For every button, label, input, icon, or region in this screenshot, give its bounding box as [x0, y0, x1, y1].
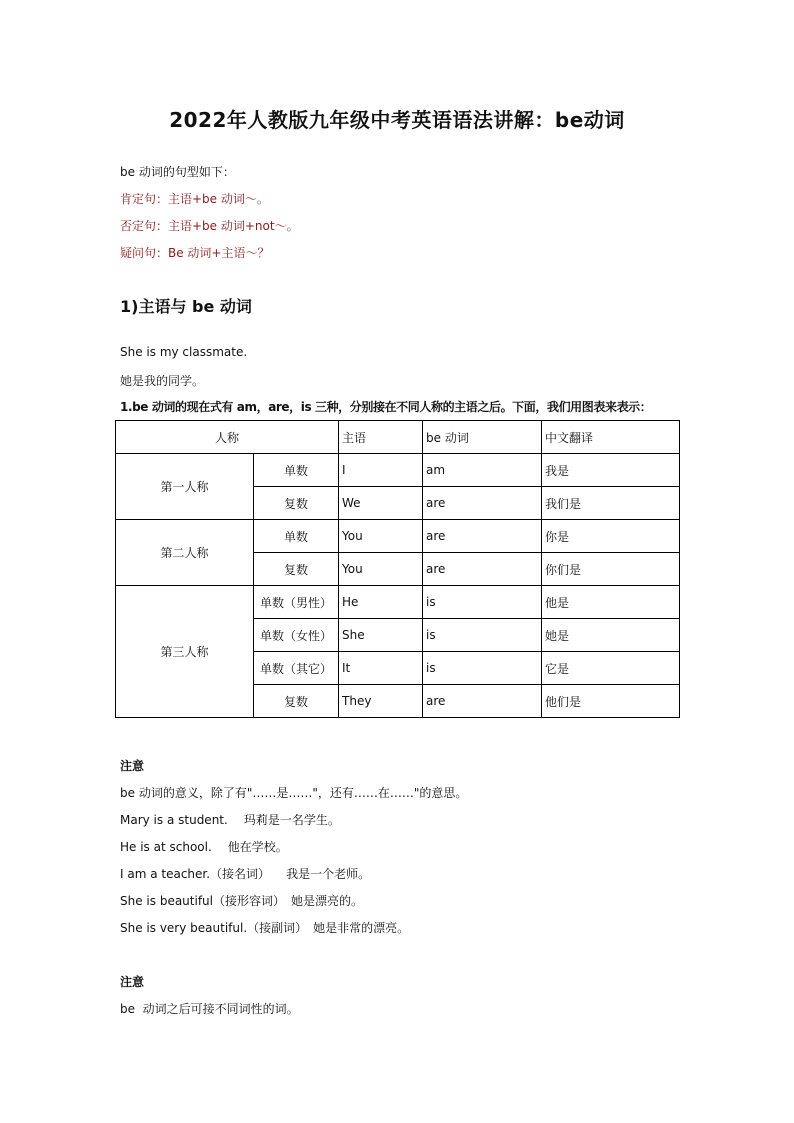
header-person: 人称 [116, 421, 339, 454]
page-title: 2022年人教版九年级中考英语语法讲解：be动词 [169, 108, 625, 132]
table-row [116, 586, 680, 619]
example-zh: 我是一个老师。 [286, 867, 371, 881]
be-cell: are [423, 685, 542, 718]
subject-cell: He [339, 586, 423, 619]
example-en: She is very beautiful.（接副词） [120, 921, 308, 935]
be-cell: are [423, 487, 542, 520]
example-en: Mary is a student. [120, 813, 228, 827]
note-example [120, 919, 409, 936]
translation-cell: 你是 [542, 520, 680, 553]
table-row [116, 454, 680, 487]
example-zh: 玛莉是一名学生。 [243, 813, 340, 827]
subject-cell: I [339, 454, 423, 487]
subject-cell: It [339, 652, 423, 685]
grammar-point: 1.be 动词的现在式有 am，are，is 三种，分别接在不同人称的主语之后。下面，我们用图表来表示： [120, 400, 652, 414]
person-cell: 第三人称 [116, 586, 254, 718]
header-be-verb: be 动词 [423, 421, 542, 454]
subject-cell: They [339, 685, 423, 718]
header-subject: 主语 [339, 421, 423, 454]
number-cell: 复数 [254, 487, 339, 520]
example-chinese: 她是我的同学。 [120, 374, 205, 388]
be-verb-table [115, 420, 680, 718]
subject-cell: You [339, 553, 423, 586]
section-heading: 1)主语与 be 动词 [120, 297, 252, 316]
be-cell: is [423, 652, 542, 685]
number-cell: 复数 [254, 685, 339, 718]
affirmative-pattern: 肯定句：主语+be 动词～。 [120, 192, 269, 206]
note-example [120, 811, 340, 828]
be-cell: are [423, 520, 542, 553]
be-cell: are [423, 553, 542, 586]
example-english: She is my classmate. [120, 345, 248, 359]
number-cell: 复数 [254, 553, 339, 586]
example-zh: 她是漂亮的。 [290, 894, 363, 908]
number-cell: 单数 [254, 520, 339, 553]
number-cell: 单数（男性） [254, 586, 339, 619]
note-example [120, 838, 288, 855]
intro-heading: be 动词的句型如下： [120, 165, 235, 179]
example-zh: 他在学校。 [227, 840, 288, 854]
note-meaning: be 动词的意义，除了有"……是……"，还有……在……"的意思。 [120, 786, 468, 800]
example-en: He is at school. [120, 840, 212, 854]
note-example [120, 892, 363, 909]
note-example [120, 865, 370, 882]
example-en: I am a teacher.（接名词） [120, 867, 271, 881]
number-cell: 单数（其它） [254, 652, 339, 685]
be-cell: is [423, 586, 542, 619]
translation-cell: 我是 [542, 454, 680, 487]
subject-cell: You [339, 520, 423, 553]
note-label: 注意 [120, 759, 145, 773]
table-header-row [116, 421, 680, 454]
person-cell: 第二人称 [116, 520, 254, 586]
number-cell: 单数 [254, 454, 339, 487]
translation-cell: 他们是 [542, 685, 680, 718]
translation-cell: 我们是 [542, 487, 680, 520]
translation-cell: 你们是 [542, 553, 680, 586]
table-row [116, 520, 680, 553]
be-cell: am [423, 454, 542, 487]
translation-cell: 它是 [542, 652, 680, 685]
translation-cell: 他是 [542, 586, 680, 619]
be-cell: is [423, 619, 542, 652]
example-en: She is beautiful（接形容词） [120, 894, 285, 908]
header-translation: 中文翻译 [542, 421, 680, 454]
translation-cell: 她是 [542, 619, 680, 652]
negative-pattern: 否定句：主语+be 动词+not～。 [120, 219, 299, 233]
subject-cell: She [339, 619, 423, 652]
note-text: be 动词之后可接不同词性的词。 [120, 1002, 299, 1016]
person-cell: 第一人称 [116, 454, 254, 520]
question-pattern: 疑问句：Be 动词+主语～？ [120, 246, 270, 260]
number-cell: 单数（女性） [254, 619, 339, 652]
subject-cell: We [339, 487, 423, 520]
example-zh: 她是非常的漂亮。 [313, 921, 410, 935]
note-label: 注意 [120, 975, 145, 989]
